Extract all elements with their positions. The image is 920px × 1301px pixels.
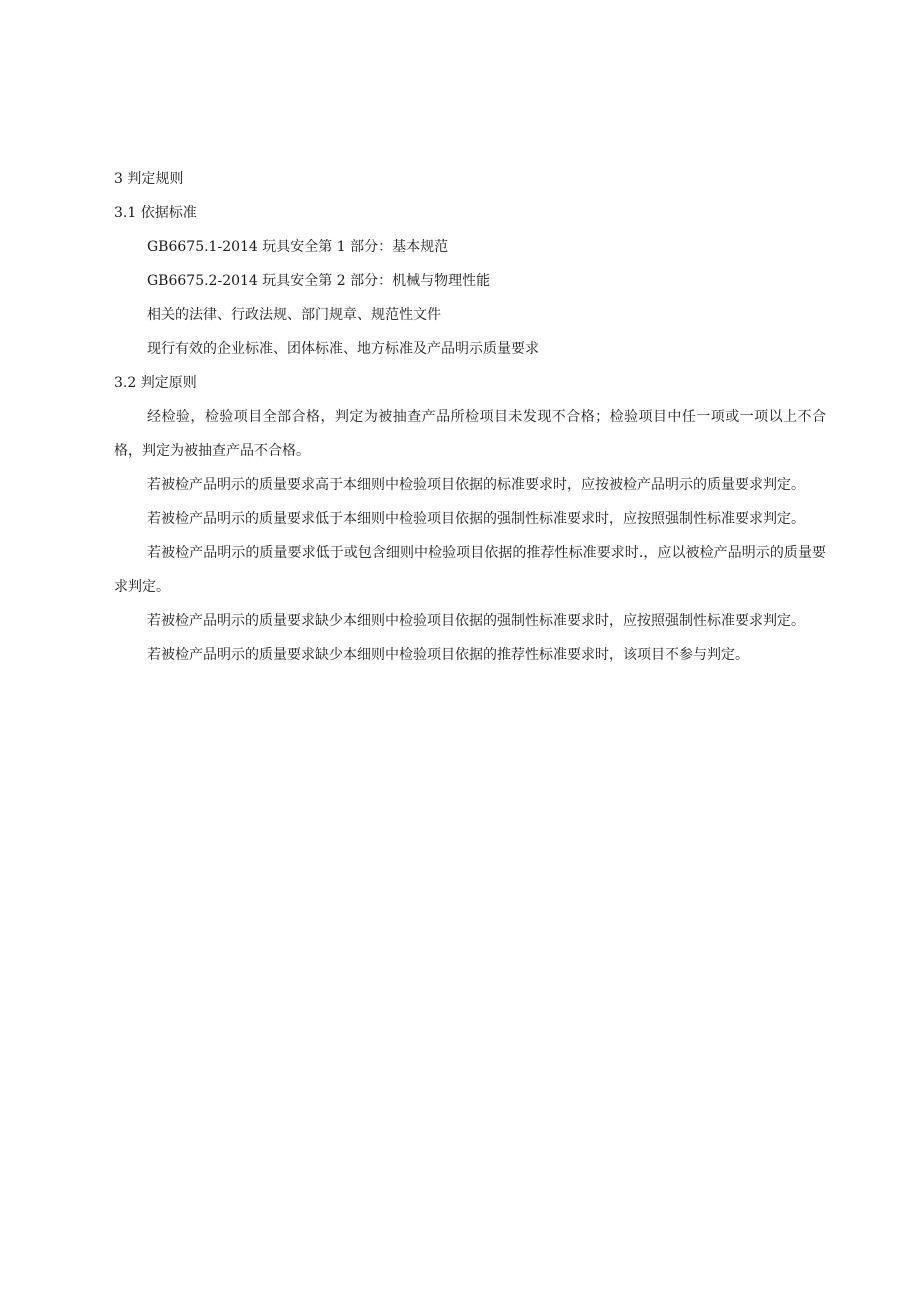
basis-item: 相关的法律、行政法规、部门规章、规范性文件 bbox=[147, 307, 441, 323]
principle-paragraph: 经检验，检验项目全部合格，判定为被抽查产品所检项目未发现不合格；检验项目中任一项或一项以上不合格，判定为被抽查产品不合格。 bbox=[114, 409, 826, 459]
principle-paragraph: 若被检产品明示的质量要求高于本细则中检验项目依据的标准要求时，应按被检产品明示的质量要求判定。 bbox=[147, 477, 805, 493]
basis-item: 现行有效的企业标准、团体标准、地方标准及产品明示质量要求 bbox=[147, 341, 539, 357]
basis-item: GB6675.1-2014 玩具安全第 1 部分：基本规范 bbox=[147, 239, 449, 255]
principle-paragraph: 若被检产品明示的质量要求低于本细则中检验项目依据的强制性标准要求时，应按照强制性标准要求判定。 bbox=[147, 511, 805, 527]
basis-heading: 3.1 依据标准 bbox=[114, 205, 197, 221]
principle-heading: 3.2 判定原则 bbox=[114, 375, 197, 391]
section-heading: 3 判定规则 bbox=[114, 171, 184, 187]
principle-paragraph: 若被检产品明示的质量要求低于或包含细则中检验项目依据的推荐性标准要求时.，应以被检产品明示的质量要求判定。 bbox=[114, 545, 826, 595]
basis-item: GB6675.2-2014 玩具安全第 2 部分：机械与物理性能 bbox=[147, 273, 491, 289]
document-content bbox=[114, 162, 826, 672]
principle-paragraph: 若被检产品明示的质量要求缺少本细则中检验项目依据的推荐性标准要求时，该项目不参与判定。 bbox=[147, 647, 749, 663]
principle-paragraph: 若被检产品明示的质量要求缺少本细则中检验项目依据的强制性标准要求时，应按照强制性标准要求判定。 bbox=[147, 613, 805, 629]
